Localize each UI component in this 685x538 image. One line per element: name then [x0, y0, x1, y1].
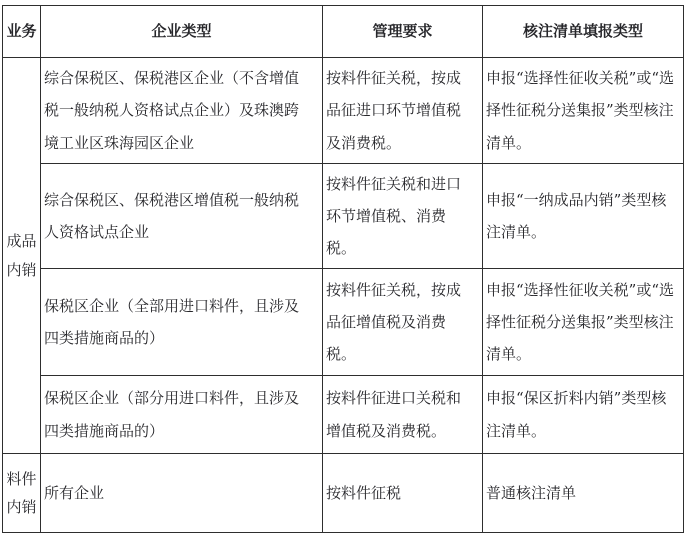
header-filing-type: 核注清单填报类型 — [483, 6, 684, 58]
filing-type-cell: 申报“一纳成品内销”类型核注清单。 — [483, 164, 684, 269]
table-row — [3, 376, 684, 454]
management-requirement-cell: 按料件征关税和进口环节增值税、消费税。 — [323, 164, 483, 269]
header-enterprise-type: 企业类型 — [41, 6, 323, 58]
enterprise-type-cell: 保税区企业（部分用进口料件，且涉及四类措施商品的） — [41, 376, 323, 454]
header-business: 业务 — [3, 6, 41, 58]
table-row — [3, 58, 684, 164]
filing-type-cell: 申报“选择性征收关税”或“选择性征税分送集报”类型核注清单。 — [483, 269, 684, 376]
management-requirement-cell: 按料件征关税，按成品征增值税及消费税。 — [323, 269, 483, 376]
table-row — [3, 454, 684, 533]
business-group-cell-finished-goods: 成品内销 — [3, 58, 41, 454]
filing-type-cell: 申报“选择性征收关税”或“选择性征税分送集报”类型核注清单。 — [483, 58, 684, 164]
enterprise-type-cell: 保税区企业（全部用进口料件，且涉及四类措施商品的） — [41, 269, 323, 376]
filing-type-cell: 申报“保区折料内销”类型核注清单。 — [483, 376, 684, 454]
table-header-row — [3, 6, 684, 58]
tax-filing-table — [2, 5, 684, 533]
table-row — [3, 164, 684, 269]
table-row — [3, 269, 684, 376]
management-requirement-cell: 按料件征进口关税和增值税及消费税。 — [323, 376, 483, 454]
enterprise-type-cell: 综合保税区、保税港区增值税一般纳税人资格试点企业 — [41, 164, 323, 269]
management-requirement-cell: 按料件征税 — [323, 454, 483, 533]
header-management-requirement: 管理要求 — [323, 6, 483, 58]
filing-type-cell: 普通核注清单 — [483, 454, 684, 533]
business-group-cell-materials: 料件内销 — [3, 454, 41, 533]
enterprise-type-cell: 综合保税区、保税港区企业（不含增值税一般纳税人资格试点企业）及珠澳跨境工业区珠海园区企业 — [41, 58, 323, 164]
management-requirement-cell: 按料件征关税，按成品征进口环节增值税及消费税。 — [323, 58, 483, 164]
enterprise-type-cell: 所有企业 — [41, 454, 323, 533]
